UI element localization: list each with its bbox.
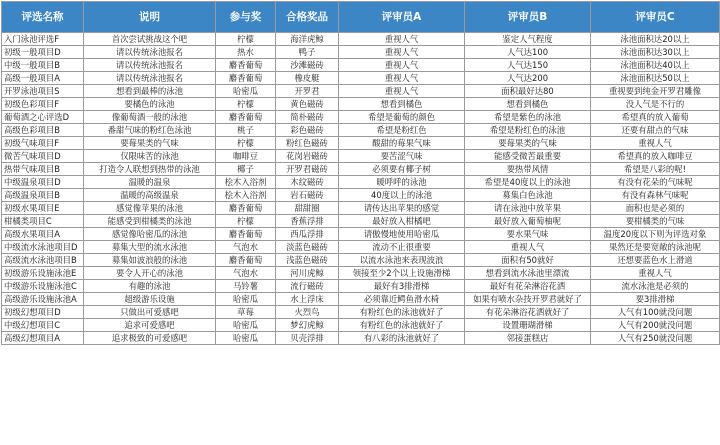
cell-description: 感觉像哈密瓜的泳池 bbox=[84, 228, 216, 241]
cell-judge-c: 希望真的放入葡萄 bbox=[591, 111, 720, 124]
cell-participation-prize: 麝香葡萄 bbox=[216, 254, 276, 267]
cell-description: 温暖的温泉 bbox=[84, 176, 216, 189]
cell-judge-c: 人气有100就没问题 bbox=[591, 306, 720, 319]
cell-description: 募集如波浪般的泳池 bbox=[84, 254, 216, 267]
cell-judge-a: 重视人气 bbox=[339, 59, 465, 72]
cell-participation-prize: 麝香葡萄 bbox=[216, 202, 276, 215]
cell-qualified-prize: 火烈鸟 bbox=[276, 306, 339, 319]
cell-name: 入门泳池评选F bbox=[2, 33, 84, 46]
cell-judge-c: 温度20度以下则为评选对象 bbox=[591, 228, 720, 241]
cell-judge-b: 鉴定人气程度 bbox=[465, 33, 591, 46]
cell-description: 追求极致的可爱感吧 bbox=[84, 332, 216, 345]
cell-name: 葡萄酒之心评选D bbox=[2, 111, 84, 124]
cell-name: 初级游乐设施泳池E bbox=[2, 267, 84, 280]
table-body bbox=[2, 33, 720, 345]
cell-description: 感觉像苹果的泳池 bbox=[84, 202, 216, 215]
cell-name: 高级水果项目A bbox=[2, 228, 84, 241]
cell-qualified-prize: 简朴磁砖 bbox=[276, 111, 339, 124]
table-row bbox=[2, 124, 720, 137]
cell-judge-c: 泳池面积达40以上 bbox=[591, 59, 720, 72]
table-row bbox=[2, 98, 720, 111]
cell-judge-c: 还想要蓝色水上滑道 bbox=[591, 254, 720, 267]
cell-judge-c: 泳池面积达20以上 bbox=[591, 33, 720, 46]
cell-qualified-prize: 梦幻虎鲸 bbox=[276, 319, 339, 332]
cell-participation-prize: 哈密瓜 bbox=[216, 293, 276, 306]
cell-judge-a: 有八彩的泳池就好了 bbox=[339, 332, 465, 345]
cell-participation-prize: 哈密瓜 bbox=[216, 332, 276, 345]
cell-judge-b: 要热带风情 bbox=[465, 163, 591, 176]
cell-name: 高级幻想项目A bbox=[2, 332, 84, 345]
cell-description: 番甜气味的粉红色泳池 bbox=[84, 124, 216, 137]
cell-judge-c: 要柑橘类的气味 bbox=[591, 215, 720, 228]
cell-judge-a: 重视人气 bbox=[339, 85, 465, 98]
table-row bbox=[2, 111, 720, 124]
header-participation-prize: 参与奖 bbox=[216, 2, 276, 33]
cell-description: 请以传统泳池报名 bbox=[84, 46, 216, 59]
cell-judge-c: 泳池面积达30以上 bbox=[591, 46, 720, 59]
cell-description: 募集大型的流水泳池 bbox=[84, 241, 216, 254]
table-row bbox=[2, 332, 720, 345]
cell-name: 初级水果项目E bbox=[2, 202, 84, 215]
table-row bbox=[2, 280, 720, 293]
cell-participation-prize: 马铃薯 bbox=[216, 280, 276, 293]
cell-judge-c: 面积也是必须的 bbox=[591, 202, 720, 215]
cell-judge-c: 希望是八彩的呢! bbox=[591, 163, 720, 176]
cell-judge-b: 面积有50就好 bbox=[465, 254, 591, 267]
cell-description: 只做出可爱感吧 bbox=[84, 306, 216, 319]
header-qualified-prize: 合格奖品 bbox=[276, 2, 339, 33]
cell-participation-prize: 草莓 bbox=[216, 306, 276, 319]
cell-name: 中级一般项目B bbox=[2, 59, 84, 72]
cell-judge-a: 希望是粉红色 bbox=[339, 124, 465, 137]
cell-qualified-prize: 河川虎鲸 bbox=[276, 267, 339, 280]
cell-judge-a: 请傲慢地使用哈密瓜 bbox=[339, 228, 465, 241]
cell-qualified-prize: 香蕉浮排 bbox=[276, 215, 339, 228]
cell-judge-a: 有粉红色的泳池就好了 bbox=[339, 319, 465, 332]
table-row bbox=[2, 176, 720, 189]
cell-name: 高级游乐设施泳池A bbox=[2, 293, 84, 306]
cell-judge-c: 流水泳池是必须的 bbox=[591, 280, 720, 293]
cell-description: 请以传统泳池报名 bbox=[84, 72, 216, 85]
cell-name: 高级流水泳池项目B bbox=[2, 254, 84, 267]
cell-judge-b: 希望是紫色的泳池 bbox=[465, 111, 591, 124]
cell-judge-b: 人气达100 bbox=[465, 46, 591, 59]
cell-judge-c: 没人气是不行的 bbox=[591, 98, 720, 111]
cell-name: 开罗泳池项目S bbox=[2, 85, 84, 98]
cell-qualified-prize: 甜甜圈 bbox=[276, 202, 339, 215]
cell-qualified-prize: 浅蓝色磁砖 bbox=[276, 254, 339, 267]
table-row bbox=[2, 228, 720, 241]
cell-judge-b: 想看到橘色 bbox=[465, 98, 591, 111]
table-row bbox=[2, 267, 720, 280]
header-name: 评选名称 bbox=[2, 2, 84, 33]
cell-judge-c: 还要有甜点的气味 bbox=[591, 124, 720, 137]
cell-participation-prize: 哈密瓜 bbox=[216, 319, 276, 332]
table-row bbox=[2, 33, 720, 46]
table-row bbox=[2, 150, 720, 163]
cell-judge-c: 人气有250就没问题 bbox=[591, 332, 720, 345]
cell-description: 首次尝试挑战这个吧 bbox=[84, 33, 216, 46]
cell-description: 温暖的高级温泉 bbox=[84, 189, 216, 202]
table-row bbox=[2, 137, 720, 150]
cell-participation-prize: 哈密瓜 bbox=[216, 85, 276, 98]
cell-judge-b: 邻接蛋糕店 bbox=[465, 332, 591, 345]
cell-description: 要令人开心的泳池 bbox=[84, 267, 216, 280]
cell-name: 中级流水泳池项目D bbox=[2, 241, 84, 254]
cell-qualified-prize: 开罗君 bbox=[276, 85, 339, 98]
table-row bbox=[2, 254, 720, 267]
cell-judge-a: 重视人气 bbox=[339, 33, 465, 46]
cell-participation-prize: 气泡水 bbox=[216, 241, 276, 254]
cell-qualified-prize: 岩石磁砖 bbox=[276, 189, 339, 202]
cell-judge-c: 泳池面积达50以上 bbox=[591, 72, 720, 85]
cell-judge-c: 果然还是要宽敞的泳池呢 bbox=[591, 241, 720, 254]
cell-name: 初级气味项目F bbox=[2, 137, 84, 150]
cell-qualified-prize: 粉红色磁砖 bbox=[276, 137, 339, 150]
cell-participation-prize: 柠檬 bbox=[216, 137, 276, 150]
cell-judge-a: 重视人气 bbox=[339, 72, 465, 85]
cell-name: 高级一般项目A bbox=[2, 72, 84, 85]
cell-judge-a: 流动不止很重要 bbox=[339, 241, 465, 254]
cell-judge-c: 希望真的放入咖啡豆 bbox=[591, 150, 720, 163]
cell-qualified-prize: 彩色磁砖 bbox=[276, 124, 339, 137]
cell-qualified-prize: 橡皮艇 bbox=[276, 72, 339, 85]
table-row bbox=[2, 215, 720, 228]
cell-qualified-prize: 淡蓝色磁砖 bbox=[276, 241, 339, 254]
cell-judge-b: 人气达200 bbox=[465, 72, 591, 85]
cell-participation-prize: 椰子 bbox=[216, 163, 276, 176]
cell-judge-b: 请在泳池中放苹果 bbox=[465, 202, 591, 215]
header-judge-b: 评审员B bbox=[465, 2, 591, 33]
cell-judge-a: 重视人气 bbox=[339, 46, 465, 59]
cell-description: 要莓果类的气味 bbox=[84, 137, 216, 150]
cell-judge-c: 有没有森林气味呢 bbox=[591, 189, 720, 202]
cell-judge-c: 重视人气 bbox=[591, 267, 720, 280]
cell-judge-a: 暖呼呼的泳池 bbox=[339, 176, 465, 189]
cell-participation-prize: 热水 bbox=[216, 46, 276, 59]
cell-judge-b: 要莓果类的气味 bbox=[465, 137, 591, 150]
cell-judge-a: 以流水泳池来表现波浪 bbox=[339, 254, 465, 267]
cell-description: 超级游乐设施 bbox=[84, 293, 216, 306]
cell-description: 想看到最棒的泳池 bbox=[84, 85, 216, 98]
cell-participation-prize: 麝香葡萄 bbox=[216, 228, 276, 241]
table-row bbox=[2, 85, 720, 98]
cell-description: 仅限味苦的泳池 bbox=[84, 150, 216, 163]
cell-description: 请以传统泳池报名 bbox=[84, 59, 216, 72]
cell-judge-b: 面积最好达80 bbox=[465, 85, 591, 98]
cell-judge-a: 最好有3排滑梯 bbox=[339, 280, 465, 293]
cell-judge-a: 最好放入柑橘吧 bbox=[339, 215, 465, 228]
cell-judge-a: 要苦涩气味 bbox=[339, 150, 465, 163]
table-row bbox=[2, 293, 720, 306]
table-row bbox=[2, 163, 720, 176]
selection-table bbox=[1, 1, 720, 345]
cell-judge-c: 重视人气 bbox=[591, 137, 720, 150]
cell-description: 打造令人联想到热带的泳池 bbox=[84, 163, 216, 176]
cell-judge-b: 募集白色泳池 bbox=[465, 189, 591, 202]
cell-name: 初级一般项目D bbox=[2, 46, 84, 59]
cell-qualified-prize: 水上浮床 bbox=[276, 293, 339, 306]
cell-judge-a: 请传达出苹果的感觉 bbox=[339, 202, 465, 215]
cell-participation-prize: 桧木入浴剂 bbox=[216, 176, 276, 189]
cell-name: 中级幻想项目C bbox=[2, 319, 84, 332]
cell-qualified-prize: 花岗岩磁砖 bbox=[276, 150, 339, 163]
cell-judge-a: 必须要有椰子树 bbox=[339, 163, 465, 176]
cell-judge-b: 最好有花朵淋浴花洒 bbox=[465, 280, 591, 293]
header-judge-c: 评审员C bbox=[591, 2, 720, 33]
cell-participation-prize: 柠檬 bbox=[216, 98, 276, 111]
cell-participation-prize: 柠檬 bbox=[216, 215, 276, 228]
cell-judge-a: 必须靠近鳄鱼滑水椅 bbox=[339, 293, 465, 306]
cell-judge-b: 想看到流水泳池里漂流 bbox=[465, 267, 591, 280]
cell-judge-c: 人气有200就没问题 bbox=[591, 319, 720, 332]
cell-name: 微苦气味项目D bbox=[2, 150, 84, 163]
cell-participation-prize: 桃子 bbox=[216, 124, 276, 137]
cell-judge-c: 有没有花朵的气味呢 bbox=[591, 176, 720, 189]
cell-qualified-prize: 流行磁砖 bbox=[276, 280, 339, 293]
cell-judge-a: 希望是葡萄的颜色 bbox=[339, 111, 465, 124]
cell-qualified-prize: 贝壳浮排 bbox=[276, 332, 339, 345]
cell-judge-a: 酸甜的莓果气味 bbox=[339, 137, 465, 150]
cell-judge-b: 希望是粉红色的泳池 bbox=[465, 124, 591, 137]
table-row bbox=[2, 319, 720, 332]
cell-participation-prize: 桧木入浴剂 bbox=[216, 189, 276, 202]
cell-name: 初级色彩项目F bbox=[2, 98, 84, 111]
table-row bbox=[2, 202, 720, 215]
cell-judge-c: 要3排滑梯 bbox=[591, 293, 720, 306]
cell-participation-prize: 麝香葡萄 bbox=[216, 59, 276, 72]
cell-qualified-prize: 开罗君磁砖 bbox=[276, 163, 339, 176]
cell-name: 中级游乐设施泳池C bbox=[2, 280, 84, 293]
cell-judge-b: 人气达150 bbox=[465, 59, 591, 72]
cell-qualified-prize: 鸭子 bbox=[276, 46, 339, 59]
cell-judge-b: 能感受微苦最重要 bbox=[465, 150, 591, 163]
cell-name: 高级温泉项目B bbox=[2, 189, 84, 202]
cell-name: 柑橘类项目C bbox=[2, 215, 84, 228]
table-row bbox=[2, 241, 720, 254]
cell-name: 中级温泉项目D bbox=[2, 176, 84, 189]
cell-name: 初级幻想项目D bbox=[2, 306, 84, 319]
cell-description: 追求可爱感吧 bbox=[84, 319, 216, 332]
table-row bbox=[2, 59, 720, 72]
cell-judge-a: 领接至少2个以上设施滑梯 bbox=[339, 267, 465, 280]
cell-name: 热带气味项目B bbox=[2, 163, 84, 176]
cell-judge-a: 有粉红色的泳池就好了 bbox=[339, 306, 465, 319]
cell-participation-prize: 柠檬 bbox=[216, 33, 276, 46]
cell-judge-b: 重视人气 bbox=[465, 241, 591, 254]
cell-judge-b: 设置珊瑚滑梯 bbox=[465, 319, 591, 332]
cell-judge-a: 40度以上的泳池 bbox=[339, 189, 465, 202]
cell-description: 有趣的泳池 bbox=[84, 280, 216, 293]
cell-qualified-prize: 西瓜浮排 bbox=[276, 228, 339, 241]
cell-description: 能感受到柑橘类的泳池 bbox=[84, 215, 216, 228]
header-row bbox=[2, 2, 720, 33]
cell-description: 像葡萄酒一般的泳池 bbox=[84, 111, 216, 124]
table-row bbox=[2, 306, 720, 319]
cell-qualified-prize: 木纹磁砖 bbox=[276, 176, 339, 189]
table-row bbox=[2, 46, 720, 59]
cell-qualified-prize: 黄色磁砖 bbox=[276, 98, 339, 111]
cell-participation-prize: 气泡水 bbox=[216, 267, 276, 280]
cell-judge-b: 希望是40度以上的泳池 bbox=[465, 176, 591, 189]
cell-participation-prize: 麝香葡萄 bbox=[216, 72, 276, 85]
cell-judge-b: 有花朵淋浴花洒就好了 bbox=[465, 306, 591, 319]
cell-judge-b: 最好放入葡萄柚呢 bbox=[465, 215, 591, 228]
cell-description: 要橘色的泳池 bbox=[84, 98, 216, 111]
cell-judge-a: 想看到橘色 bbox=[339, 98, 465, 111]
table-row bbox=[2, 72, 720, 85]
header-judge-a: 评审员A bbox=[339, 2, 465, 33]
cell-judge-b: 要水果气味 bbox=[465, 228, 591, 241]
table-row bbox=[2, 189, 720, 202]
cell-name: 高级色彩项目B bbox=[2, 124, 84, 137]
cell-qualified-prize: 沙滩磁砖 bbox=[276, 59, 339, 72]
cell-participation-prize: 麝香葡萄 bbox=[216, 111, 276, 124]
cell-qualified-prize: 海洋虎鲸 bbox=[276, 33, 339, 46]
header-description: 说明 bbox=[84, 2, 216, 33]
cell-judge-b: 如果有喷水杂技开罗君就好了 bbox=[465, 293, 591, 306]
cell-participation-prize: 咖啡豆 bbox=[216, 150, 276, 163]
cell-judge-c: 重视要到纯金开罗君雕像 bbox=[591, 85, 720, 98]
